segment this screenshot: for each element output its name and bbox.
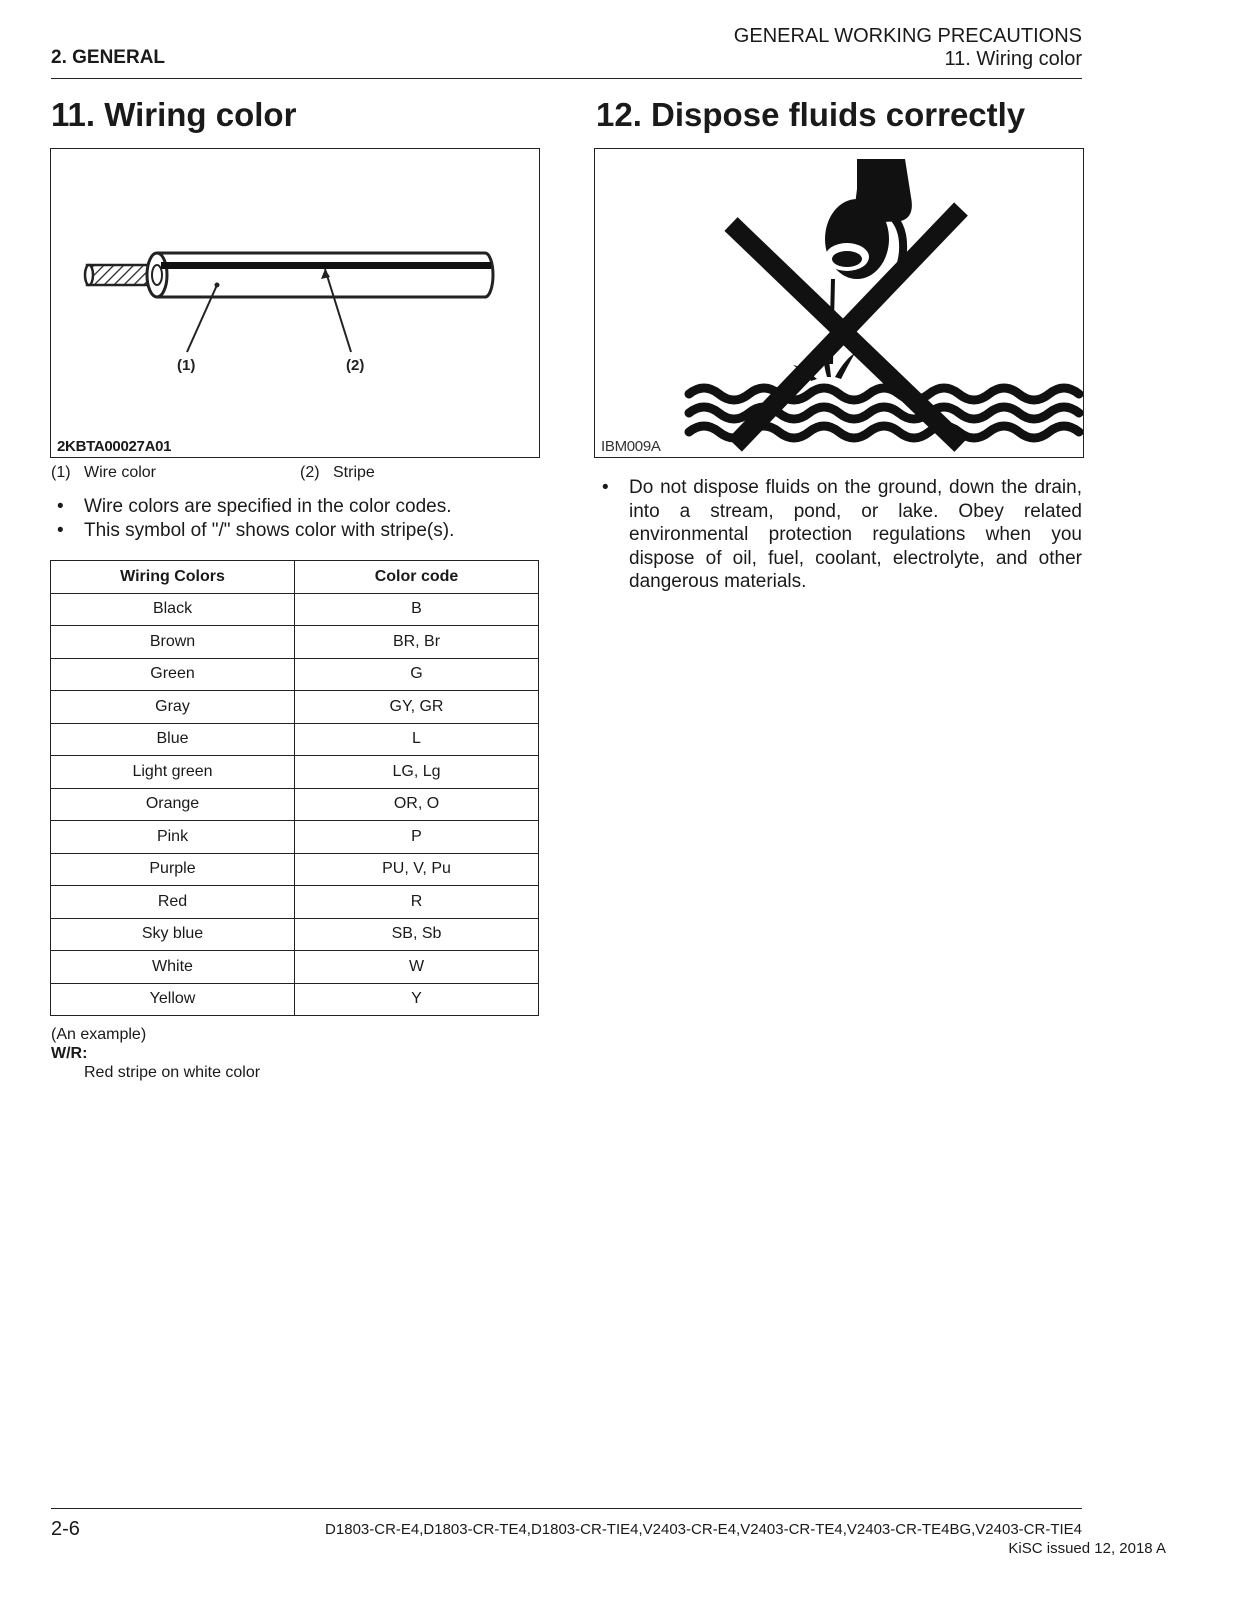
table-cell-code: BR, Br bbox=[295, 626, 539, 659]
table-row bbox=[51, 593, 539, 626]
table-row bbox=[51, 983, 539, 1016]
example-description: Red stripe on white color bbox=[84, 1064, 261, 1081]
table-cell-color: Gray bbox=[51, 691, 295, 724]
table-cell-color: Pink bbox=[51, 821, 295, 854]
table-row bbox=[51, 788, 539, 821]
table-cell-color: Blue bbox=[51, 723, 295, 756]
table-row bbox=[51, 918, 539, 951]
header-running-title bbox=[734, 25, 1082, 71]
table-cell-code: SB, Sb bbox=[295, 918, 539, 951]
table-cell-color: Purple bbox=[51, 853, 295, 886]
caption-stripe bbox=[300, 464, 375, 482]
table-cell-color: Brown bbox=[51, 626, 295, 659]
table-cell-code: B bbox=[295, 593, 539, 626]
table-cell-code: R bbox=[295, 886, 539, 919]
caption-text: Wire color bbox=[84, 464, 157, 481]
header-section: 2. GENERAL bbox=[51, 47, 166, 68]
wire-stripe bbox=[161, 262, 491, 269]
table-cell-code: L bbox=[295, 723, 539, 756]
figure-label-2: (2) bbox=[346, 357, 365, 374]
table-cell-code: Y bbox=[295, 983, 539, 1016]
list-item: • This symbol of "/" shows color with stripe(s). bbox=[51, 519, 531, 543]
wire-figure bbox=[50, 148, 540, 458]
table-row bbox=[51, 756, 539, 789]
column-header-color-code: Color code bbox=[295, 561, 539, 594]
table-cell-code: P bbox=[295, 821, 539, 854]
table-row bbox=[51, 691, 539, 724]
caption-number: (2) bbox=[300, 464, 320, 481]
table-row bbox=[51, 626, 539, 659]
caption-wire-color bbox=[51, 464, 156, 482]
table-header-row bbox=[51, 561, 539, 594]
caption-number: (1) bbox=[51, 464, 71, 481]
table-cell-color: White bbox=[51, 951, 295, 984]
footer-issued: KiSC issued 12, 2018 A bbox=[1008, 1540, 1166, 1557]
table-row bbox=[51, 886, 539, 919]
figure-code: 2KBTA00027A01 bbox=[57, 438, 172, 455]
figure-code: IBM009A bbox=[601, 438, 661, 455]
example-label: W/R: bbox=[51, 1045, 88, 1062]
table-row bbox=[51, 853, 539, 886]
header-topic-title: 11. Wiring color bbox=[944, 48, 1082, 70]
dispose-bullet-list bbox=[596, 476, 1082, 594]
table-row bbox=[51, 951, 539, 984]
wire-illustration bbox=[51, 149, 539, 457]
section-title-dispose-fluids: 12. Dispose fluids correctly bbox=[596, 96, 1026, 133]
table-row bbox=[51, 723, 539, 756]
list-item: • Wire colors are specified in the color codes. bbox=[51, 495, 531, 519]
wiring-bullet-list bbox=[51, 495, 531, 543]
table-cell-color: Black bbox=[51, 593, 295, 626]
table-cell-code: W bbox=[295, 951, 539, 984]
wiring-example bbox=[51, 1025, 260, 1082]
table-cell-code: G bbox=[295, 658, 539, 691]
table-cell-color: Red bbox=[51, 886, 295, 919]
table-cell-color: Green bbox=[51, 658, 295, 691]
table-cell-color: Light green bbox=[51, 756, 295, 789]
table-row bbox=[51, 658, 539, 691]
table-cell-code: PU, V, Pu bbox=[295, 853, 539, 886]
table-cell-code: GY, GR bbox=[295, 691, 539, 724]
table-cell-color: Sky blue bbox=[51, 918, 295, 951]
example-intro: (An example) bbox=[51, 1026, 147, 1043]
footer-divider bbox=[51, 1508, 1082, 1509]
page-number: 2-6 bbox=[51, 1518, 80, 1540]
section-title-wiring-color: 11. Wiring color bbox=[51, 96, 297, 133]
no-dumping-illustration bbox=[595, 149, 1083, 457]
header-divider bbox=[51, 78, 1082, 79]
figure-label-1: (1) bbox=[177, 357, 196, 374]
caption-text: Stripe bbox=[333, 464, 375, 481]
table-row bbox=[51, 821, 539, 854]
footer-models: D1803-CR-E4,D1803-CR-TE4,D1803-CR-TIE4,V2403-CR-E4,V2403-CR-TE4,V2403-CR-TE4BG,V2403-CR-TIE4 bbox=[325, 1521, 1082, 1538]
table-cell-code: OR, O bbox=[295, 788, 539, 821]
table-cell-code: LG, Lg bbox=[295, 756, 539, 789]
dispose-figure bbox=[594, 148, 1084, 458]
hand-icon bbox=[855, 159, 912, 223]
table-cell-color: Orange bbox=[51, 788, 295, 821]
column-header-wiring-colors: Wiring Colors bbox=[51, 561, 295, 594]
header-chapter-title: GENERAL WORKING PRECAUTIONS bbox=[733, 25, 1082, 47]
table-cell-color: Yellow bbox=[51, 983, 295, 1016]
wiring-color-table bbox=[50, 560, 539, 1016]
list-item: • Do not dispose fluids on the ground, down the drain, into a stream, pond, or lake. Obey related environmental protection regulations when you dispose of oil, fuel, coolant, electrolyte, and other dangerous materials. bbox=[596, 476, 1082, 594]
